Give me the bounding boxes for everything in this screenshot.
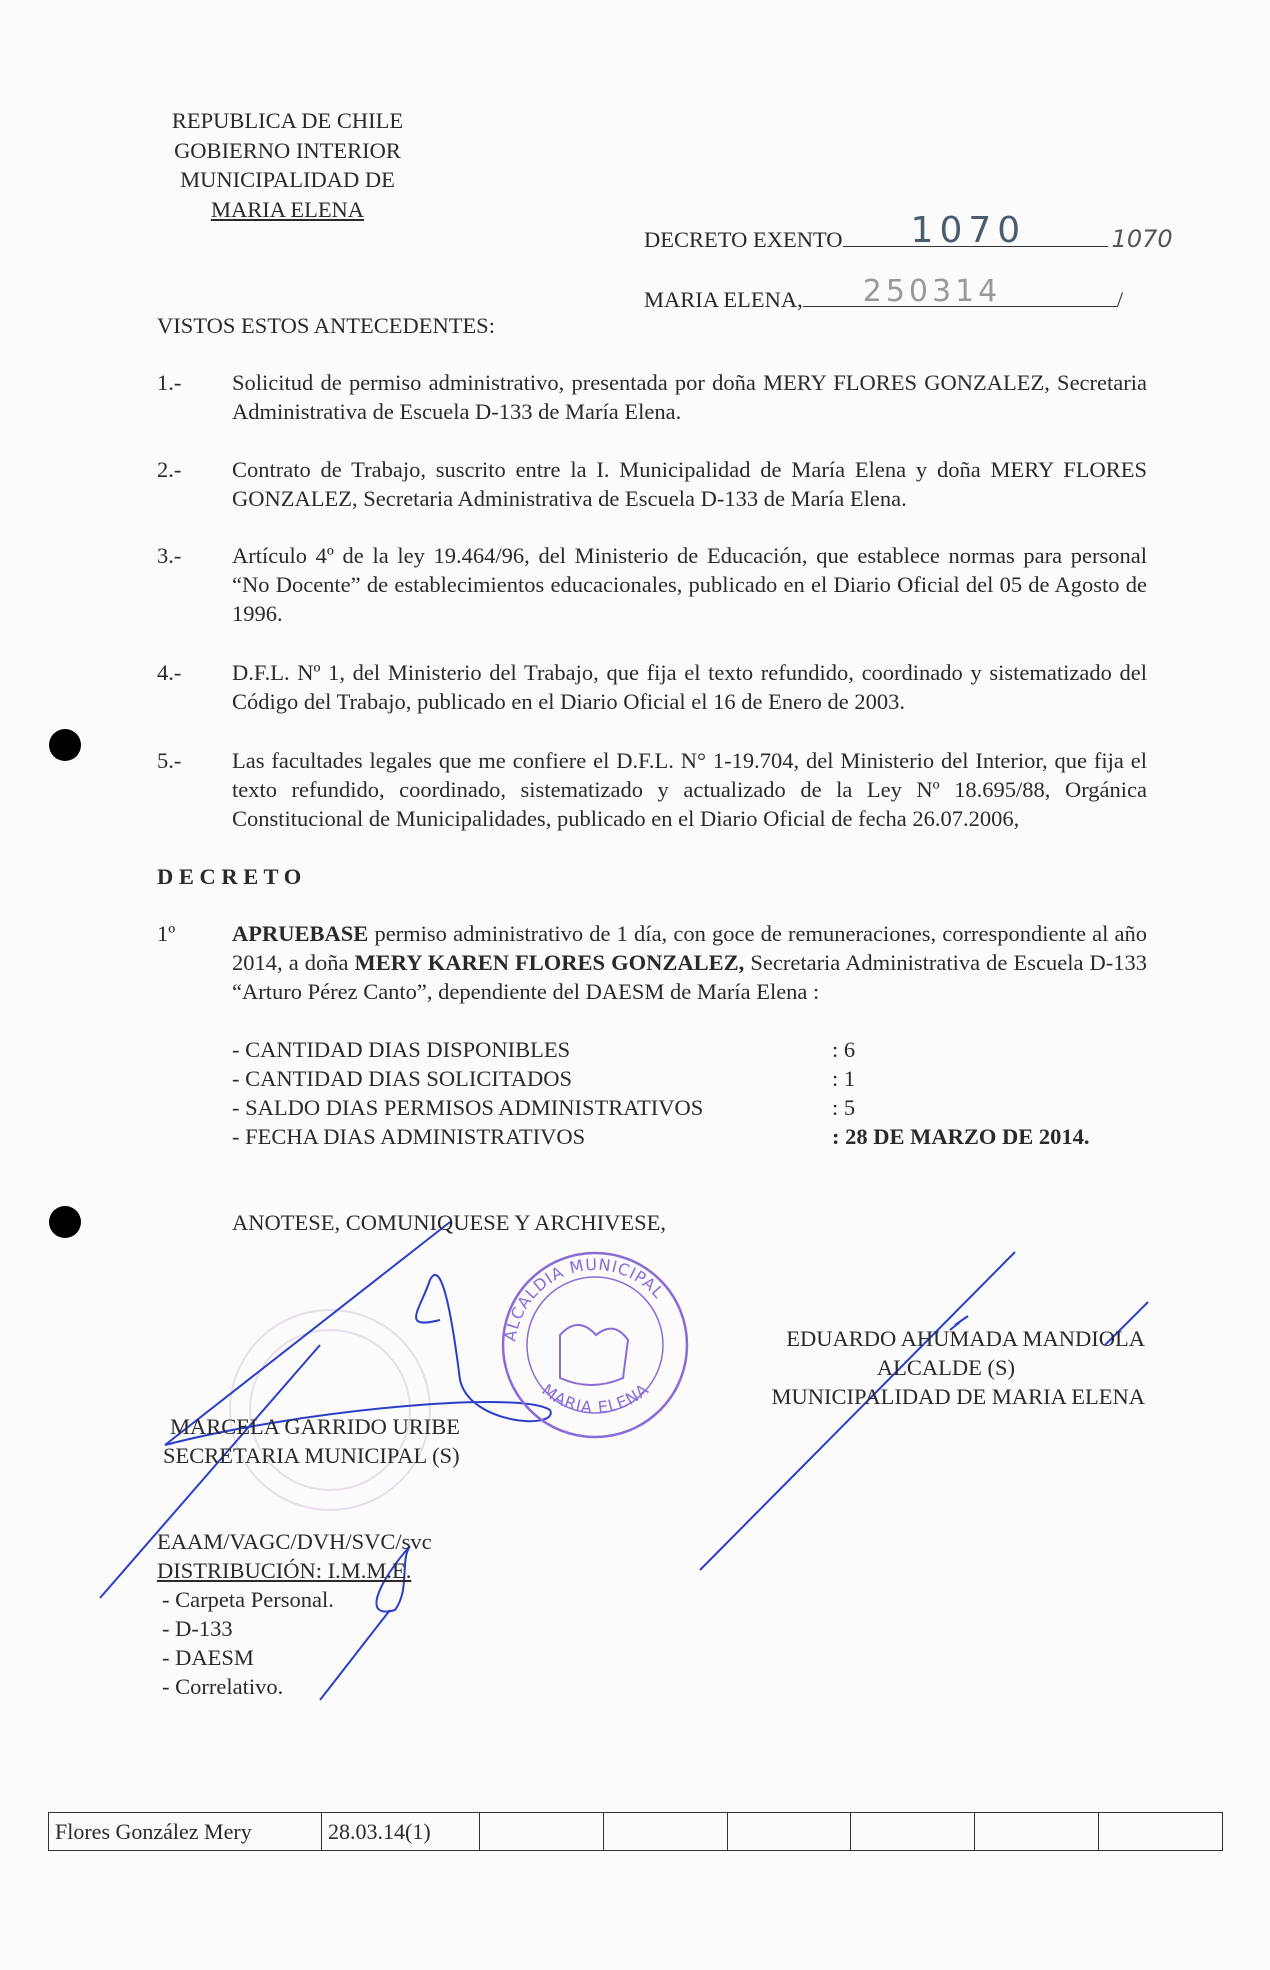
table-cell: 28.03.14(1): [322, 1813, 480, 1851]
resolution: [157, 919, 1147, 1006]
table-cell: [851, 1813, 975, 1851]
employee-name: MERY KAREN FLORES GONZALEZ,: [354, 950, 745, 975]
signer-name: EDUARDO AHUMADA MANDIOLA: [786, 1326, 1145, 1351]
decree-label: DECRETO EXENTO: [644, 227, 843, 252]
item-number: 3.-: [157, 543, 182, 568]
signer-org: MUNICIPALIDAD DE MARIA ELENA: [771, 1384, 1145, 1409]
antecedent-item: [157, 658, 1147, 716]
resolution-number: 1º: [157, 921, 176, 946]
distribution-item: - Correlativo.: [162, 1674, 284, 1699]
closing-formula: ANOTESE, COMUNIQUESE Y ARCHIVESE,: [232, 1210, 666, 1235]
decree-body: [157, 311, 1147, 1701]
detail-value: : 28 DE MARZO DE 2014.: [832, 1124, 1090, 1149]
detail-label: - FECHA DIAS ADMINISTRATIVOS: [232, 1124, 586, 1149]
date-slash: /: [1116, 287, 1124, 312]
coat-of-arms-icon: [560, 1325, 628, 1385]
table-cell: [480, 1813, 604, 1851]
table-cell: [727, 1813, 851, 1851]
letterhead-line: MUNICIPALIDAD DE: [180, 167, 395, 192]
antecedent-item: [157, 746, 1147, 833]
item-number: 2.-: [157, 457, 182, 482]
signature-right-block: [710, 1324, 1145, 1411]
distribution-item: - D-133: [162, 1616, 233, 1641]
distribution-label: DISTRIBUCIÓN: I.M.M.E.: [157, 1558, 412, 1583]
detail-label: - SALDO DIAS PERMISOS ADMINISTRATIVOS: [232, 1095, 704, 1120]
table-cell: Flores González Mery: [49, 1813, 322, 1851]
item-text: D.F.L. Nº 1, del Ministerio del Trabajo, que fija el texto refundido, coordinado y sistematizado del Código del Trabajo, publicado en el Diario Oficial el 16 de Enero de 2003.: [232, 660, 1147, 714]
decree-number-stamp: 1070: [910, 210, 1027, 251]
leave-details: [232, 1035, 1147, 1151]
antecedent-item: [157, 541, 1147, 628]
detail-label: - CANTIDAD DIAS DISPONIBLES: [232, 1037, 571, 1062]
item-number: 4.-: [157, 660, 182, 685]
detail-value: : 1: [832, 1066, 856, 1091]
signer-title: SECRETARIA MUNICIPAL (S): [163, 1443, 460, 1468]
table-row: [49, 1813, 1223, 1851]
initials: EAAM/VAGC/DVH/SVC/svc: [157, 1529, 432, 1554]
resolution-text: permiso administrativo de 1 día, con goce de remuneraciones, correspondiente al año 2014, a doña: [232, 921, 1147, 975]
vistos-heading: VISTOS ESTOS ANTECEDENTES:: [157, 313, 495, 338]
item-number: 5.-: [157, 748, 182, 773]
detail-value: : 6: [832, 1037, 856, 1062]
antecedent-item: [157, 455, 1147, 513]
footer-table: [48, 1812, 1223, 1851]
table-cell: [975, 1813, 1099, 1851]
table-cell: [603, 1813, 727, 1851]
item-number: 1.-: [157, 370, 182, 395]
item-text: Artículo 4º de la ley 19.464/96, del Ministerio de Educación, que establece normas para personal “No Docente” de establecimientos educacionales, publicado en el Diario Oficial del 05 de Agosto de 1996.: [232, 543, 1147, 626]
item-text: Solicitud de permiso administrativo, presentada por doña MERY FLORES GONZALEZ, Secretaria Administrativa de Escuela D-133 de María Elena.: [232, 370, 1147, 424]
antecedent-item: [157, 368, 1147, 426]
distribution-item: - DAESM: [162, 1645, 254, 1670]
distribution-block: [157, 1527, 1147, 1701]
place-label: MARIA ELENA,: [644, 287, 803, 312]
decree-number-handwritten: 1070: [1111, 225, 1173, 253]
item-text: Las facultades legales que me confiere el D.F.L. N° 1-19.704, del Ministerio del Interior, que fija el texto refundido, coordinado, sistematizado y actualizado de la Ley Nº 18.695/88, Orgánica Constitucional de Municipalidades, publicado en el Diario Oficial de fecha 26.07.2006,: [232, 748, 1147, 831]
letterhead-line: REPUBLICA DE CHILE: [171, 108, 404, 133]
signature-left-block: [163, 1412, 460, 1470]
stamp-bottom-text: MARIA ELENA: [538, 1379, 653, 1418]
detail-label: - CANTIDAD DIAS SOLICITADOS: [232, 1066, 573, 1091]
letterhead-line: MARIA ELENA: [210, 196, 365, 222]
table-cell: [1099, 1813, 1223, 1851]
decreto-heading: D E C R E T O: [157, 864, 302, 889]
signature-area: [157, 1237, 1147, 1527]
signer-name: MARCELA GARRIDO URIBE: [170, 1414, 461, 1439]
signer-title: ALCALDE (S): [876, 1355, 1015, 1380]
date-stamp: 250314: [862, 274, 1002, 309]
resolution-verb: APRUEBASE: [232, 921, 369, 946]
detail-value: : 5: [832, 1095, 856, 1120]
distribution-item: - Carpeta Personal.: [162, 1587, 334, 1612]
item-text: Contrato de Trabajo, suscrito entre la I. Municipalidad de María Elena y doña MERY FLORES GONZALEZ, Secretaria Administrativa de Escuela D-133 de María Elena.: [232, 457, 1147, 511]
alcaldia-stamp: [495, 1245, 695, 1445]
resolution-text: Secretaria Administrativa de Escuela D-133 “Arturo Pérez Canto”, dependiente del DAESM de María Elena :: [232, 950, 1147, 1004]
letterhead-line: GOBIERNO INTERIOR: [174, 137, 401, 163]
stamp-top-text: ALCALDIA MUNICIPAL: [500, 1254, 669, 1343]
